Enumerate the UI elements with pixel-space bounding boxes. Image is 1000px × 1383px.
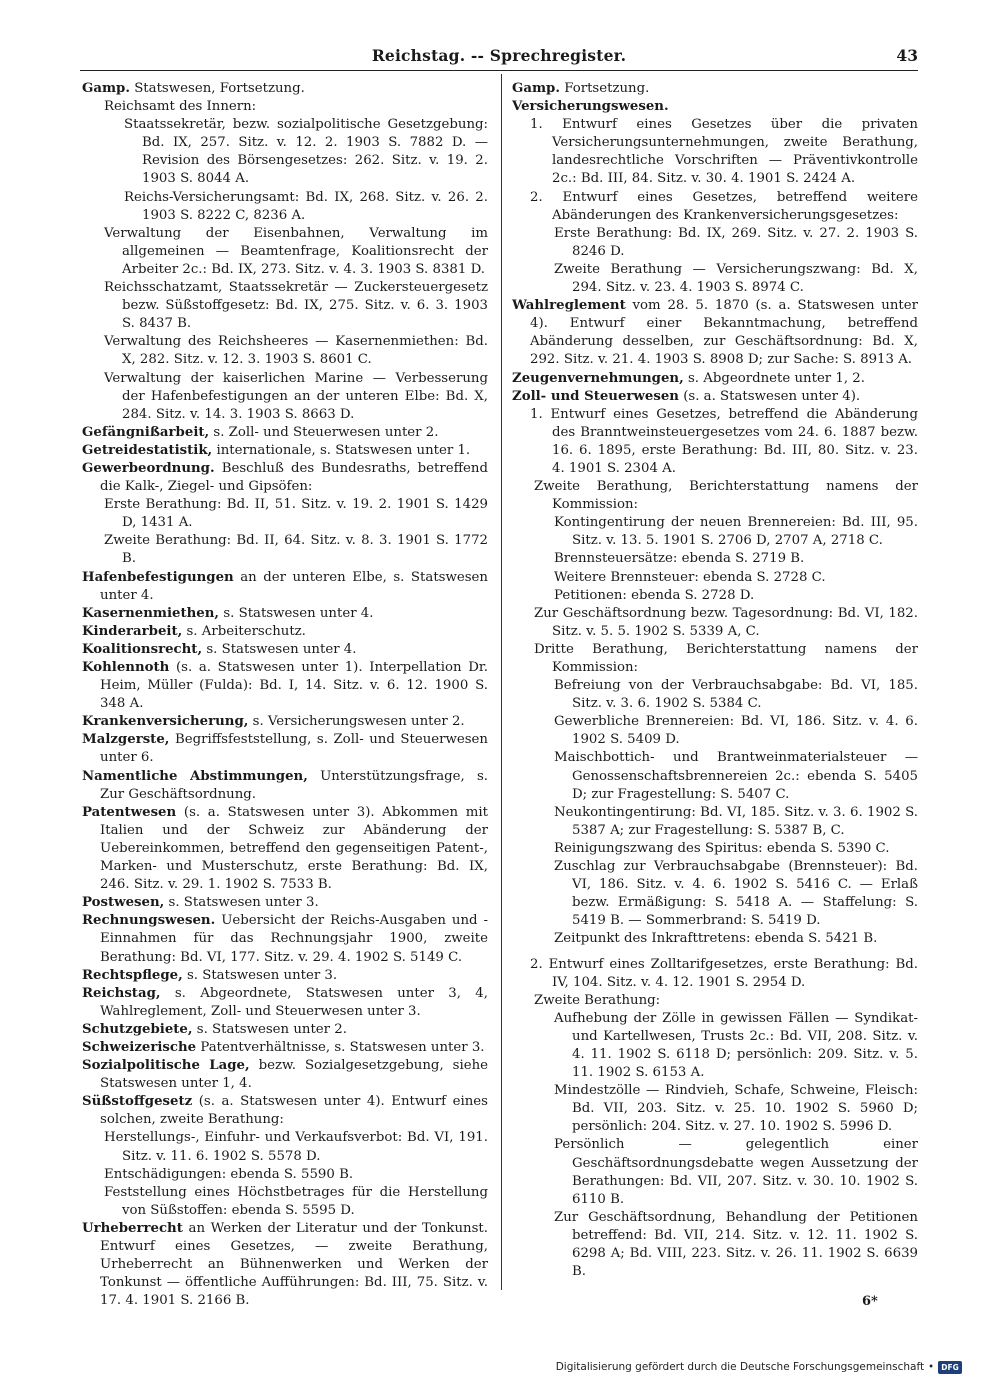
entry-text: Patentverhältnisse, s. Statswesen unter 3.: [200, 1039, 485, 1055]
index-entry: [512, 1082, 918, 1136]
entry-text: Zweite Berathung: Bd. II, 64. Sitz. v. 8. 3. 1901 S. 1772 B.: [104, 533, 488, 567]
entry-text: (s. a. Statswesen unter 4). Entwurf eines solchen, zweite Berathung:: [100, 1094, 488, 1128]
entry-keyword: Zeugenvernehmungen,: [512, 370, 684, 386]
left-column: [82, 80, 488, 1310]
entry-text: s. Abgeordnete, Statswesen unter 3, 4, Wahlreglement, Zoll- und Steuerwesen unter 3.: [100, 985, 488, 1019]
entry-text: Reichsamt des Innern:: [104, 99, 257, 115]
entry-text: Uebersicht der Reichs-Ausgaben und -Einnahmen für das Rechnungsjahr 1900, zweite Berathung: Bd. VI, 177. Sitz. v. 29. 4. 1902 S. 5149 C.: [100, 913, 488, 965]
index-entry: [512, 840, 918, 858]
entry-keyword: Namentliche Abstimmungen,: [82, 768, 308, 784]
index-entry: [512, 641, 918, 677]
index-entry: [512, 98, 918, 116]
entry-text: s. Zoll- und Steuerwesen unter 2.: [213, 424, 439, 440]
index-entry: [82, 116, 488, 188]
index-entry: [82, 370, 488, 424]
index-entry: [512, 514, 918, 550]
index-entry: [82, 442, 488, 460]
entry-text: Reichsschatzamt, Staatssekretär — Zuckersteuergesetz bezw. Süßstoffgesetz: Bd. IX, 275. Sitz. v. 6. 3. 1903 S. 8437 B.: [104, 280, 488, 332]
entry-text: s. Statswesen unter 3.: [186, 967, 338, 983]
index-entry: [512, 569, 918, 587]
index-entry: [82, 496, 488, 532]
entry-text: Dritte Berathung, Berichterstattung namens der Kommission:: [534, 641, 918, 675]
index-entry: [82, 623, 488, 641]
entry-keyword: Kasernenmiethen,: [82, 605, 220, 621]
entry-text: Statswesen, Fortsetzung.: [134, 81, 305, 96]
index-entry: [512, 1010, 918, 1082]
entry-text: s. Statswesen unter 2.: [196, 1021, 347, 1037]
entry-text: (s. a. Statswesen unter 3). Abkommen mit Italien und der Schweiz zur Abänderung der Uebereinkommen, betreffend den gegenseitigen Patent-, Marken- und Musterschutz, erste Berathung: Bd. IX, 246. Sitz. v. 29. 1. 1902 S. 7533 B.: [100, 804, 488, 893]
entry-keyword: Sozialpolitische Lage,: [82, 1058, 250, 1074]
entry-keyword: Koalitionsrecht,: [82, 641, 203, 657]
signature-mark: 6*: [862, 1294, 878, 1309]
entry-keyword: Gamp.: [512, 81, 560, 96]
entry-keyword: Gewerbeordnung.: [82, 460, 215, 476]
index-entry: [82, 641, 488, 659]
index-entry: [82, 713, 488, 731]
index-entry: [82, 98, 488, 116]
header-title: Reichstag. -- Sprechregister.: [371, 46, 627, 65]
entry-text: Fortsetzung.: [564, 81, 650, 96]
index-entry: [82, 605, 488, 623]
entry-text: Maischbottich- und Brantweinmaterialsteuer — Genossenschaftsbrennereien 2c.: ebenda S. 5405 D; zur Fragestellung: S. 5407 C.: [554, 750, 918, 802]
footer-credit: Digitalisierung gefördert durch die Deutsche Forschungsgemeinschaft: [555, 1361, 925, 1373]
index-entry: [512, 749, 918, 803]
entry-text: Zur Geschäftsordnung bezw. Tagesordnung: Bd. VI, 182. Sitz. v. 5. 5. 1902 S. 5339 A, C.: [534, 605, 918, 639]
entry-text: Reinigungszwang des Spiritus: ebenda S. 5390 C.: [554, 840, 890, 856]
index-entry: [512, 225, 918, 261]
index-entry: [82, 1166, 488, 1184]
entry-keyword: Krankenversicherung,: [82, 714, 249, 730]
index-entry: [512, 550, 918, 568]
index-entry: [82, 424, 488, 442]
index-entry: [512, 1136, 918, 1208]
index-entry: [82, 967, 488, 985]
entry-text: Verwaltung der kaiserlichen Marine — Verbesserung der Hafenbefestigungen an der unteren Elbe: Bd. X, 284. Sitz. v. 14. 3. 1903 S. 8663 D.: [104, 370, 488, 422]
entry-keyword: Süßstoffgesetz: [82, 1094, 193, 1110]
index-entry: [512, 261, 918, 297]
entry-keyword: Urheberrecht: [82, 1220, 183, 1236]
footer: [556, 1358, 962, 1376]
entry-keyword: Schweizerische: [82, 1039, 197, 1055]
index-entry: [512, 956, 918, 992]
index-entry: [512, 713, 918, 749]
running-header: [80, 44, 918, 71]
entry-text: Feststellung eines Höchstbetrages für die Herstellung von Süßstoffen: ebenda S. 5595 D.: [104, 1184, 488, 1218]
entry-text: Petitionen: ebenda S. 2728 D.: [554, 587, 755, 603]
entry-text: Zweite Berathung — Versicherungszwang: Bd. X, 294. Sitz. v. 23. 4. 1903 S. 8974 C.: [554, 261, 918, 296]
index-entry: [82, 912, 488, 966]
entry-text: Begriffsfeststellung, s. Zoll- und Steuerwesen unter 6.: [100, 732, 488, 766]
index-entry: [512, 406, 918, 478]
entry-text: Unterstützungsfrage, s. Zur Geschäftsordnung.: [100, 768, 488, 802]
index-entry: [512, 804, 918, 840]
entry-text: 2. Entwurf eines Zolltarifgesetzes, erste Berathung: Bd. IV, 104. Sitz. v. 4. 12. 1901 S. 2954 D.: [530, 956, 918, 990]
entry-text: Befreiung von der Verbrauchsabgabe: Bd. VI, 185. Sitz. v. 3. 6. 1902 S. 5384 C.: [554, 678, 918, 712]
entry-keyword: Rechnungswesen.: [82, 913, 216, 929]
entry-text: Gewerbliche Brennereien: Bd. VI, 186. Sitz. v. 4. 6. 1902 S. 5409 D.: [554, 714, 918, 748]
entry-keyword: Kohlennoth: [82, 660, 170, 675]
index-entry: [82, 1220, 488, 1310]
index-entry: [82, 460, 488, 496]
index-entry: [512, 858, 918, 930]
index-entry: [82, 225, 488, 279]
entry-keyword: Hafenbefestigungen: [82, 569, 234, 585]
entry-text: 2. Entwurf eines Gesetzes, betreffend weitere Abänderungen des Krankenversicherungsgesetzes:: [530, 189, 918, 223]
index-entry: [82, 1021, 488, 1039]
entry-text: 1. Entwurf eines Gesetzes, betreffend die Abänderung des Branntweinsteuergesetzes vom 24. 6. 1887 bezw. 16. 6. 1895, erste Berathung: Bd. III, 80. Sitz. v. 23. 4. 1901 S. 2304 A.: [530, 406, 918, 476]
index-entry: [512, 478, 918, 514]
index-entry: [512, 605, 918, 641]
entry-text: Staatssekretär, bezw. sozialpolitische Gesetzgebung: Bd. IX, 257. Sitz. v. 12. 2. 1903 S. 7882 D. — Revision des Börsengesetzes: 262. Sitz. v. 19. 2. 1903 S. 8044 A.: [124, 117, 488, 187]
index-entry: [82, 80, 488, 98]
entry-text: s. Statswesen unter 3.: [168, 895, 319, 911]
index-entry: [512, 388, 918, 406]
entry-text: Erste Berathung: Bd. II, 51. Sitz. v. 19. 2. 1901 S. 1429 D, 1431 A.: [104, 497, 488, 531]
entry-text: Erste Berathung: Bd. IX, 269. Sitz. v. 27. 2. 1903 S. 8246 D.: [554, 225, 918, 259]
entry-text: Zeitpunkt des Inkrafttretens: ebenda S. 5421 B.: [554, 931, 878, 947]
index-entry: [82, 894, 488, 912]
dfg-logo: DFG: [938, 1361, 962, 1374]
entry-text: Neukontingentirung: Bd. VI, 185. Sitz. v. 3. 6. 1902 S. 5387 A; zur Fragestellung: S. 5387 B, C.: [554, 804, 918, 838]
entry-keyword: Gefängnißarbeit,: [82, 424, 210, 440]
index-entry: [82, 985, 488, 1021]
entry-keyword: Schutzgebiete,: [82, 1021, 193, 1037]
index-entry: [82, 1039, 488, 1057]
entry-text: s. Statswesen unter 4.: [206, 641, 357, 657]
entry-keyword: Versicherungswesen.: [512, 99, 669, 115]
entry-text: (s. a. Statswesen unter 4).: [683, 388, 861, 404]
index-entry: [512, 189, 918, 225]
index-entry: [512, 116, 918, 188]
right-column: [512, 80, 918, 1281]
entry-keyword: Reichstag,: [82, 985, 161, 1001]
index-entry: [82, 731, 488, 767]
index-entry: [512, 80, 918, 98]
entry-text: s. Statswesen unter 4.: [223, 605, 374, 621]
index-entry: [82, 1184, 488, 1220]
index-entry: [82, 1093, 488, 1129]
entry-keyword: Getreidestatistik,: [82, 442, 213, 458]
index-entry: [82, 768, 488, 804]
entry-text: vom 28. 5. 1870 (s. a. Statswesen unter 4). Entwurf einer Bekanntmachung, betreffend Abänderung desselben, zur Geschäftsordnung: Bd. X, 292. Sitz. v. 21. 4. 1903 S. 8908 D; zur Sache: S. 8913 A.: [530, 298, 918, 368]
entry-text: Verwaltung der Eisenbahnen, Verwaltung im allgemeinen — Beamtenfrage, Koalitionsrecht der Arbeiter 2c.: Bd. IX, 273. Sitz. v. 4. 3. 1903 S. 8381 D.: [104, 225, 488, 277]
entry-keyword: Patentwesen: [82, 804, 177, 820]
column-divider: [501, 74, 502, 1290]
entry-text: Reichs-Versicherungsamt: Bd. IX, 268. Sitz. v. 26. 2. 1903 S. 8222 C, 8236 A.: [124, 189, 488, 223]
entry-text: Verwaltung des Reichsheeres — Kasernenmiethen: Bd. X, 282. Sitz. v. 12. 3. 1903 S. 8601 C.: [104, 334, 488, 368]
page-number: 43: [896, 46, 918, 65]
entry-text: Zuschlag zur Verbrauchsabgabe (Brennsteuer): Bd. VI, 186. Sitz. v. 4. 6. 1902 S. 5416 C. — Erlaß bezw. Ermäßigung: S. 5418 A. — Staffelung: S. 5419 B. — Sommerbrand: S. 5419 D.: [554, 859, 918, 929]
entry-keyword: Wahlreglement: [512, 298, 626, 314]
entry-text: 1. Entwurf eines Gesetzes über die privaten Versicherungsunternehmungen, zweite Berathung, landesrechtliche Vorschriften — Präventivkontrolle 2c.: Bd. III, 84. Sitz. v. 30. 4. 1901 S. 2424 A.: [530, 117, 918, 187]
index-entry: [82, 532, 488, 568]
entry-text: Beschluß des Bundesraths, betreffend die Kalk-, Ziegel- und Gipsöfen:: [100, 460, 488, 495]
entry-text: internationale, s. Statswesen unter 1.: [216, 442, 471, 458]
entry-text: Weitere Brennsteuer: ebenda S. 2728 C.: [554, 569, 826, 585]
entry-text: Entschädigungen: ebenda S. 5590 B.: [104, 1166, 354, 1182]
entry-text: (s. a. Statswesen unter 1). Interpellation Dr. Heim, Müller (Fulda): Bd. I, 14. Sitz. v. 6. 12. 1900 S. 348 A.: [100, 660, 488, 712]
entry-text: Zur Geschäftsordnung, Behandlung der Petitionen betreffend: Bd. VII, 214. Sitz. v. 12. 11. 1902 S. 6298 A; Bd. VIII, 223. Sitz. v. 26. 11. 1902 S. 6639 B.: [554, 1209, 918, 1280]
index-entry: [82, 1057, 488, 1093]
index-entry: [512, 930, 918, 948]
index-entry: [512, 992, 918, 1010]
index-entry: [512, 297, 918, 369]
index-entry: [512, 677, 918, 713]
entry-text: Persönlich — gelegentlich einer Geschäftsordnungsdebatte wegen Aussetzung der Berathungen: Bd. VII, 207. Sitz. v. 30. 10. 1902 S. 6110 B.: [554, 1137, 918, 1207]
entry-text: Kontingentirung der neuen Brennereien: Bd. III, 95. Sitz. v. 13. 5. 1901 S. 2706 D, 2707 A, 2718 C.: [554, 515, 918, 549]
entry-text: Herstellungs-, Einfuhr- und Verkaufsverbot: Bd. VI, 191. Sitz. v. 11. 6. 1902 S. 5578 D.: [104, 1130, 488, 1164]
entry-keyword: Malzgerste,: [82, 732, 170, 748]
entry-text: s. Versicherungswesen unter 2.: [252, 714, 465, 730]
index-entry: [82, 279, 488, 333]
entry-text: an Werken der Literatur und der Tonkunst. Entwurf eines Gesetzes, — zweite Berathung, Urheberrecht an Bühnenwerken und Werken der Tonkunst — öffentliche Aufführungen: Bd. III, 75. Sitz. v. 17. 4. 1901 S. 2166 B.: [100, 1220, 489, 1309]
entry-text: s. Abgeordnete unter 1, 2.: [687, 370, 865, 386]
index-entry: [82, 189, 488, 225]
entry-text: Brennsteuersätze: ebenda S. 2719 B.: [554, 551, 805, 567]
index-entry: [82, 659, 488, 713]
entry-keyword: Rechtspflege,: [82, 967, 183, 983]
entry-keyword: Gamp.: [82, 81, 130, 96]
index-entry: [82, 1129, 488, 1165]
index-entry: [512, 587, 918, 605]
index-entry: [82, 804, 488, 894]
entry-keyword: Kinderarbeit,: [82, 623, 183, 639]
entry-text: Zweite Berathung:: [534, 992, 661, 1008]
entry-keyword: Postwesen,: [82, 895, 165, 911]
entry-text: Zweite Berathung, Berichterstattung namens der Kommission:: [534, 479, 918, 513]
index-entry: [512, 370, 918, 388]
entry-text: an der unteren Elbe, s. Statswesen unter 4.: [100, 569, 488, 603]
entry-text: Aufhebung der Zölle in gewissen Fällen — Syndikat- und Kartellwesen, Trusts 2c.: Bd. VII, 208. Sitz. v. 4. 11. 1902 S. 6118 D; persönlich: 209. Sitz. v. 5. 11. 1902 S. 6153 A.: [554, 1010, 918, 1081]
index-entry: [512, 1209, 918, 1281]
entry-text: bezw. Sozialgesetzgebung, siehe Statswesen unter 1, 4.: [100, 1058, 488, 1092]
entry-text: Mindestzölle — Rindvieh, Schafe, Schweine, Fleisch: Bd. VII, 203. Sitz. v. 25. 10. 1902 S. 5960 D; persönlich: 204. Sitz. v. 27. 10. 1902 S. 5996 D.: [554, 1083, 918, 1135]
index-entry: [82, 569, 488, 605]
footer-bullet: •: [928, 1361, 934, 1373]
index-entry: [82, 333, 488, 369]
entry-text: s. Arbeiterschutz.: [186, 623, 306, 639]
entry-keyword: Zoll- und Steuerwesen: [512, 388, 679, 404]
